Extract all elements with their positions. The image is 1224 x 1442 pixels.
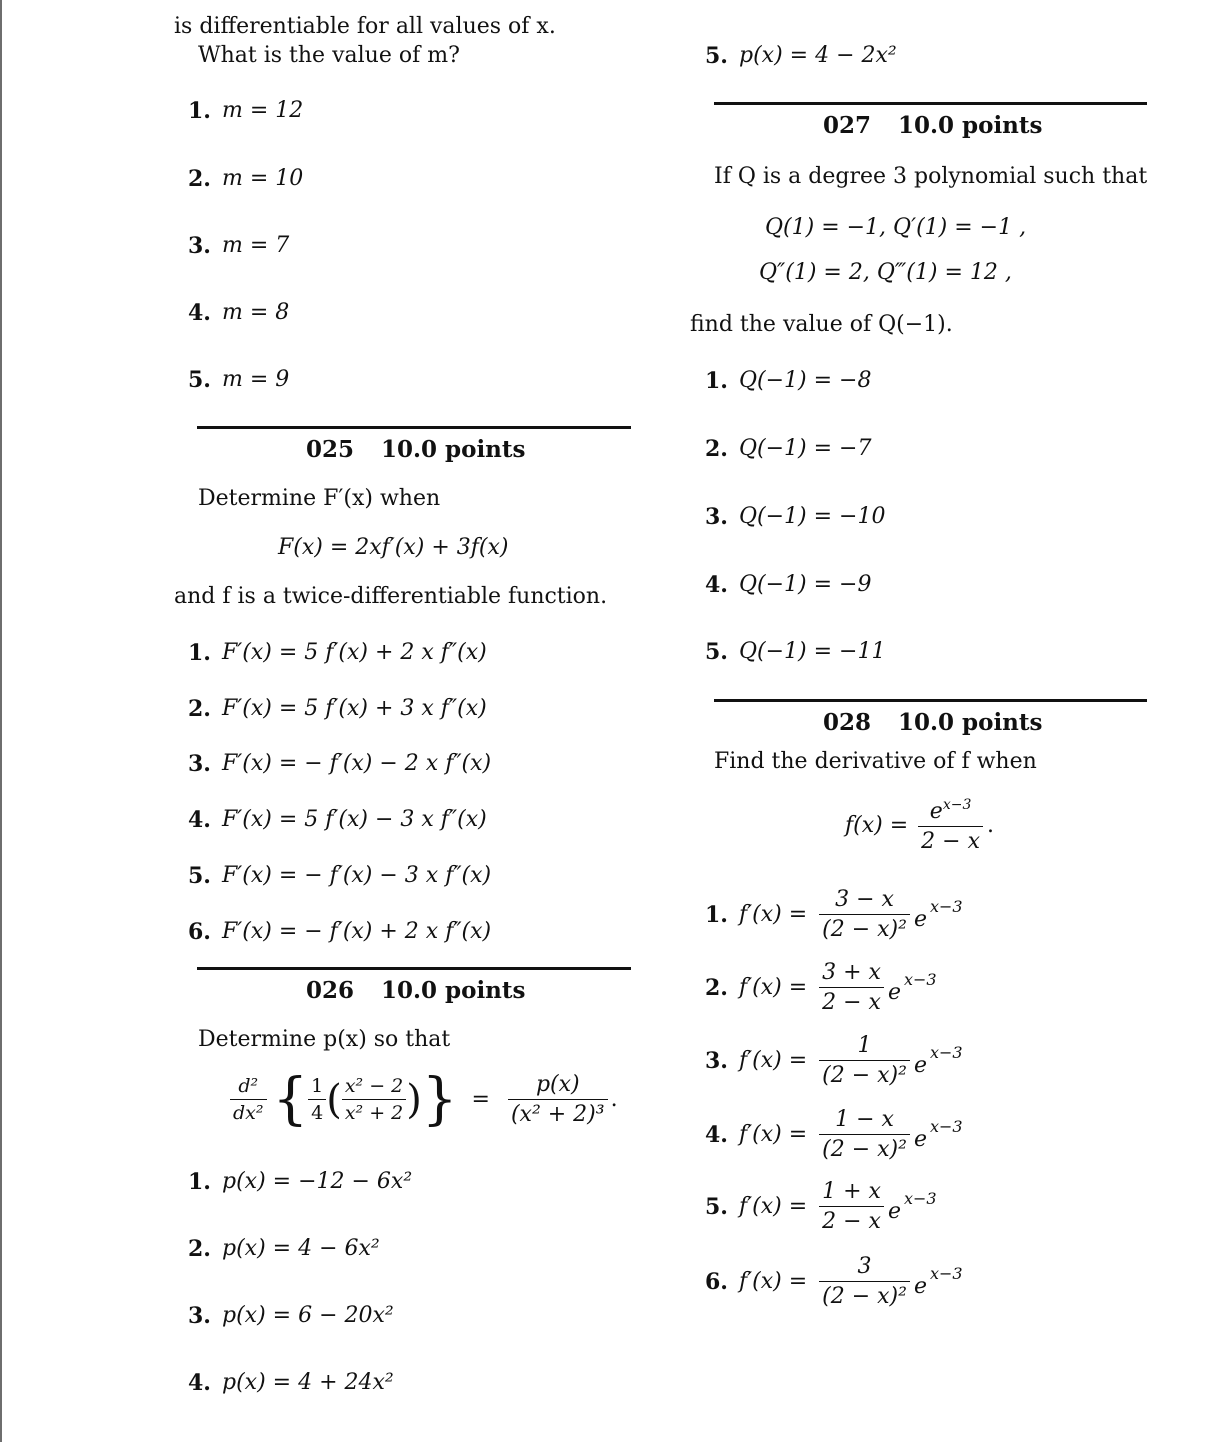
q027-prompt: If Q is a degree 3 polynomial such that — [714, 164, 1148, 189]
fraction-denominator: (2 − x)² — [819, 1060, 910, 1087]
q028-choice — [705, 1035, 963, 1087]
choice-number: 3. — [705, 504, 728, 530]
fraction-numerator: 1 + x — [822, 1179, 881, 1204]
fprime-label: f′(x) = — [739, 902, 808, 927]
fraction-numerator: 3 − x — [835, 887, 894, 912]
choice-number: 2. — [705, 436, 728, 462]
choice-number: 5. — [188, 863, 211, 889]
fprime-label: f′(x) = — [739, 1048, 808, 1073]
q025-divider — [197, 426, 631, 429]
right-brace: } — [421, 1067, 458, 1132]
page-left-edge — [0, 0, 2, 1442]
choice-expression: F′(x) = − f′(x) − 3 x f″(x) — [222, 863, 492, 888]
q027-number: 027 — [823, 112, 872, 139]
inner-denominator: x² + 2 — [342, 1099, 406, 1123]
q024-prompt: What is the value of m? — [198, 43, 460, 68]
choice-fraction — [819, 1035, 910, 1087]
choice-expression: F′(x) = 5 f′(x) − 3 x f″(x) — [222, 807, 487, 832]
q028-choice — [705, 1109, 963, 1161]
q025-prompt: Determine F′(x) when — [198, 486, 441, 511]
choice-number: 2. — [188, 696, 211, 722]
choice-expression: m = 8 — [222, 300, 290, 325]
exp-power: x−3 — [929, 1043, 963, 1062]
choice-expression: m = 10 — [222, 166, 304, 191]
choice-expression: p(x) = 4 + 24x² — [222, 1370, 394, 1395]
choice-number: 1. — [188, 98, 211, 124]
choice-number: 5. — [705, 1194, 728, 1220]
trailing-dot: . — [986, 812, 994, 838]
q028-choice — [705, 962, 937, 1014]
q026-prompt: Determine p(x) so that — [198, 1027, 451, 1052]
choice-number: 2. — [188, 166, 211, 192]
choice-number: 3. — [188, 751, 211, 777]
exp-base: e — [913, 907, 927, 932]
choice-expression: Q(−1) = −7 — [739, 436, 872, 461]
choice-expression: F′(x) = − f′(x) + 2 x f″(x) — [222, 919, 492, 944]
choice-fraction — [819, 962, 884, 1014]
choice-expression: F′(x) = 5 f′(x) + 2 x f″(x) — [222, 640, 487, 665]
fraction-denominator: (2 − x)² — [819, 1134, 910, 1161]
fraction-numerator: 3 + x — [822, 960, 881, 985]
q025-equation: F(x) = 2xf′(x) + 3f(x) — [278, 535, 509, 560]
choice-expression: m = 7 — [222, 233, 290, 258]
choice-expression: Q(−1) = −11 — [739, 639, 886, 664]
fprime-label: f′(x) = — [739, 1122, 808, 1147]
choice-expression: p(x) = −12 − 6x² — [222, 1169, 413, 1194]
choice-fraction — [819, 889, 910, 941]
fraction-denominator: 2 − x — [819, 1206, 884, 1233]
exp-factor — [914, 1045, 963, 1077]
q028-prompt: Find the derivative of f when — [714, 749, 1037, 774]
choice-number: 3. — [705, 1048, 728, 1074]
q028-choice — [705, 889, 963, 941]
q027-conditions-line1: Q(1) = −1, Q′(1) = −1 , — [765, 215, 1027, 240]
left-brace: { — [272, 1067, 309, 1132]
exp-power: x−3 — [904, 1189, 937, 1208]
quarter-denominator: 4 — [308, 1099, 326, 1123]
quarter-numerator: 1 — [311, 1075, 324, 1097]
fraction-denominator: (2 − x)² — [819, 914, 910, 941]
choice-fraction — [819, 1256, 910, 1308]
q028-choice — [705, 1256, 963, 1308]
q025-number: 025 — [306, 436, 355, 463]
q026-equation — [230, 1067, 618, 1132]
fraction-numerator: 1 − x — [835, 1107, 894, 1132]
equals-sign: = — [471, 1087, 490, 1112]
q025-points: 10.0 points — [381, 436, 526, 463]
choice-expression: Q(−1) = −8 — [739, 368, 872, 393]
choice-expression: Q(−1) = −10 — [739, 504, 886, 529]
choice-number: 3. — [188, 233, 211, 259]
rhs-numerator: p(x) — [535, 1072, 580, 1097]
q027-conditions-line2: Q″(1) = 2, Q‴(1) = 12 , — [759, 260, 1012, 285]
exp-power: x−3 — [929, 1117, 963, 1136]
choice-number: 1. — [188, 1169, 211, 1195]
choice-expression: F′(x) = − f′(x) − 2 x f″(x) — [222, 751, 492, 776]
exp-factor — [888, 1191, 937, 1223]
choice-number: 4. — [705, 572, 728, 598]
trailing-dot: . — [610, 1087, 618, 1112]
q027-divider — [714, 102, 1147, 105]
choice-number: 1. — [705, 368, 728, 394]
choice-number: 5. — [705, 639, 728, 665]
exp-power: x−3 — [929, 897, 963, 916]
fraction-numerator: 3 — [857, 1254, 872, 1279]
choice-expression: p(x) = 4 − 2x² — [739, 43, 897, 68]
q028-number: 028 — [823, 709, 872, 736]
exp-base: e — [929, 799, 943, 824]
operator-numerator: d² — [238, 1075, 259, 1097]
q026-points: 10.0 points — [381, 977, 526, 1004]
exp-base: e — [913, 1127, 927, 1152]
rhs-denominator: (x² + 2)³ — [508, 1099, 608, 1126]
exp-power: x−3 — [929, 1264, 963, 1283]
choice-expression: m = 12 — [222, 98, 304, 123]
exp-base: e — [887, 1199, 901, 1224]
exp-base: e — [913, 1274, 927, 1299]
choice-number: 1. — [188, 640, 211, 666]
choice-number: 5. — [188, 367, 211, 393]
choice-expression: Q(−1) = −9 — [739, 572, 872, 597]
choice-number: 1. — [705, 902, 728, 928]
right-paren: ) — [406, 1077, 422, 1123]
choice-number: 2. — [188, 1236, 211, 1262]
q028-divider — [714, 699, 1147, 702]
choice-number: 4. — [705, 1122, 728, 1148]
operator-denominator: dx² — [230, 1099, 267, 1123]
inner-numerator: x² − 2 — [344, 1075, 404, 1097]
definition-numerator — [927, 798, 975, 826]
inner-fraction — [342, 1077, 406, 1123]
choice-number: 2. — [705, 975, 728, 1001]
choice-expression: m = 9 — [222, 367, 290, 392]
q026-number: 026 — [306, 977, 355, 1004]
choice-number: 4. — [188, 807, 211, 833]
exp-base: e — [887, 980, 901, 1005]
q027-points: 10.0 points — [898, 112, 1043, 139]
q024-intro-line: is differentiable for all values of x. — [174, 14, 556, 39]
choice-fraction — [819, 1109, 910, 1161]
exp-base: e — [913, 1053, 927, 1078]
exp-power: x−3 — [904, 970, 937, 989]
definition-fraction — [918, 798, 983, 853]
choice-expression: p(x) = 6 − 20x² — [222, 1303, 394, 1328]
definition-lhs: f(x) = — [845, 812, 909, 838]
exp-factor — [914, 1119, 963, 1151]
choice-expression: p(x) = 4 − 6x² — [222, 1236, 380, 1261]
quarter-fraction — [308, 1077, 326, 1123]
exp-power: x−3 — [942, 797, 972, 813]
fprime-label: f′(x) = — [739, 975, 808, 1000]
definition-denominator: 2 − x — [918, 826, 983, 853]
choice-fraction — [819, 1181, 884, 1233]
choice-number: 4. — [188, 300, 211, 326]
q028-definition — [845, 798, 994, 853]
choice-expression: F′(x) = 5 f′(x) + 3 x f″(x) — [222, 696, 487, 721]
q025-condition: and f is a twice-differentiable function. — [174, 584, 608, 609]
second-derivative-operator — [230, 1077, 267, 1123]
choice-number: 5. — [705, 43, 728, 69]
choice-number: 6. — [188, 919, 211, 945]
rhs-fraction — [508, 1074, 608, 1126]
q028-choice — [705, 1181, 937, 1233]
exp-factor — [914, 899, 963, 931]
left-paren: ( — [326, 1077, 342, 1123]
fraction-denominator: (2 − x)² — [819, 1281, 910, 1308]
q028-points: 10.0 points — [898, 709, 1043, 736]
fraction-numerator: 1 — [857, 1033, 872, 1058]
q026-divider — [197, 967, 631, 970]
choice-number: 3. — [188, 1303, 211, 1329]
fprime-label: f′(x) = — [739, 1269, 808, 1294]
fprime-label: f′(x) = — [739, 1194, 808, 1219]
exp-factor — [914, 1266, 963, 1298]
fraction-denominator: 2 − x — [819, 987, 884, 1014]
exp-factor — [888, 972, 937, 1004]
choice-number: 4. — [188, 1370, 211, 1396]
q027-ask: find the value of Q(−1). — [690, 312, 953, 337]
choice-number: 6. — [705, 1269, 728, 1295]
